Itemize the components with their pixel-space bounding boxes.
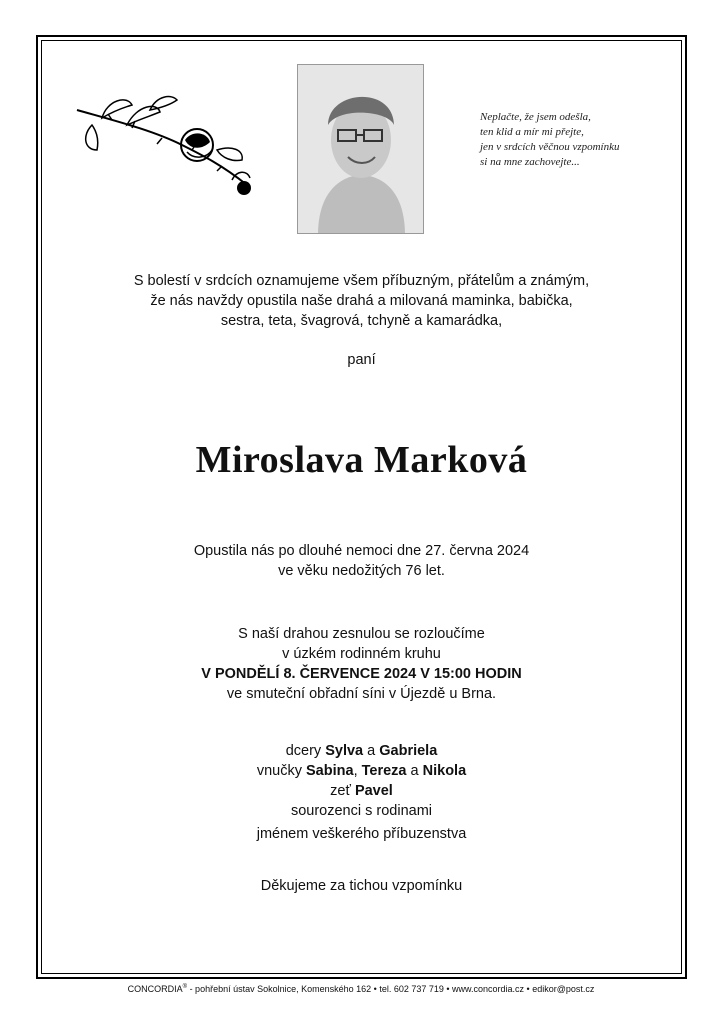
conjunction: a — [410, 763, 419, 779]
family-granddaughters — [41, 761, 682, 781]
farewell-line: v úzkém rodinném kruhu — [282, 646, 441, 662]
poem-line: ten klid a mír mi přejte, — [480, 126, 584, 138]
footer-brand: CONCORDIA — [127, 984, 183, 994]
thanks-line: Děkujeme za tichou vzpomínku — [260, 878, 463, 894]
footer — [0, 984, 722, 994]
family-siblings: sourozenci s rodinami — [290, 803, 433, 819]
announcement-text — [41, 271, 682, 331]
poem-line: jen v srdcích věčnou vzpomínku — [480, 141, 620, 153]
family-soninlaw — [41, 781, 682, 801]
passing-line: ve věku nedožitých 76 let. — [278, 563, 445, 579]
passing-line: Opustila nás po dlouhé nemoci dne 27. června 2024 — [193, 543, 530, 559]
family-list — [41, 741, 682, 821]
soninlaw-label: zeť — [330, 783, 351, 799]
announcement-line: že nás navždy opustila naše drahá a milovaná maminka, babička, — [150, 293, 573, 309]
granddaughter-name: Nikola — [422, 763, 467, 779]
deceased-name: Miroslava Marková — [195, 439, 528, 481]
granddaughter-name: Tereza — [361, 763, 407, 779]
farewell-info — [41, 624, 682, 704]
portrait-photo — [297, 64, 424, 234]
title-word: paní — [347, 352, 376, 368]
daughter-name: Gabriela — [379, 743, 438, 759]
farewell-place: ve smuteční obřadní síni v Újezdě u Brna. — [226, 686, 497, 702]
granddaughter-name: Sabina — [306, 763, 354, 779]
family-daughters — [41, 741, 682, 761]
passing-info — [41, 541, 682, 581]
footer-contact: - pohřební ústav Sokolnice, Komenského 162 • tel. 602 737 719 • www.concordia.cz • edikor@post.cz — [187, 984, 595, 994]
daughters-label: dcery — [285, 743, 322, 759]
rose-illustration — [72, 90, 262, 200]
poem — [480, 110, 680, 170]
behalf-line: jménem veškerého příbuzenstva — [256, 826, 467, 842]
poem-line: Neplačte, že jsem odešla, — [480, 111, 591, 123]
announcement-line: S bolestí v srdcích oznamujeme všem příbuzným, přátelům a známým, — [133, 273, 590, 289]
separator: , — [353, 763, 358, 779]
poem-line: si na mne zachovejte... — [480, 156, 580, 168]
announcement-line: sestra, teta, švagrová, tchyně a kamarádka, — [220, 313, 503, 329]
daughter-name: Sylva — [325, 743, 364, 759]
granddaughters-label: vnučky — [256, 763, 302, 779]
farewell-date: V PONDĚLÍ 8. ČERVENCE 2024 V 15:00 HODIN — [201, 666, 522, 682]
conjunction: a — [367, 743, 376, 759]
footer-reg: ® — [182, 984, 188, 990]
soninlaw-name: Pavel — [354, 783, 393, 799]
farewell-line: S naší drahou zesnulou se rozloučíme — [238, 626, 485, 642]
